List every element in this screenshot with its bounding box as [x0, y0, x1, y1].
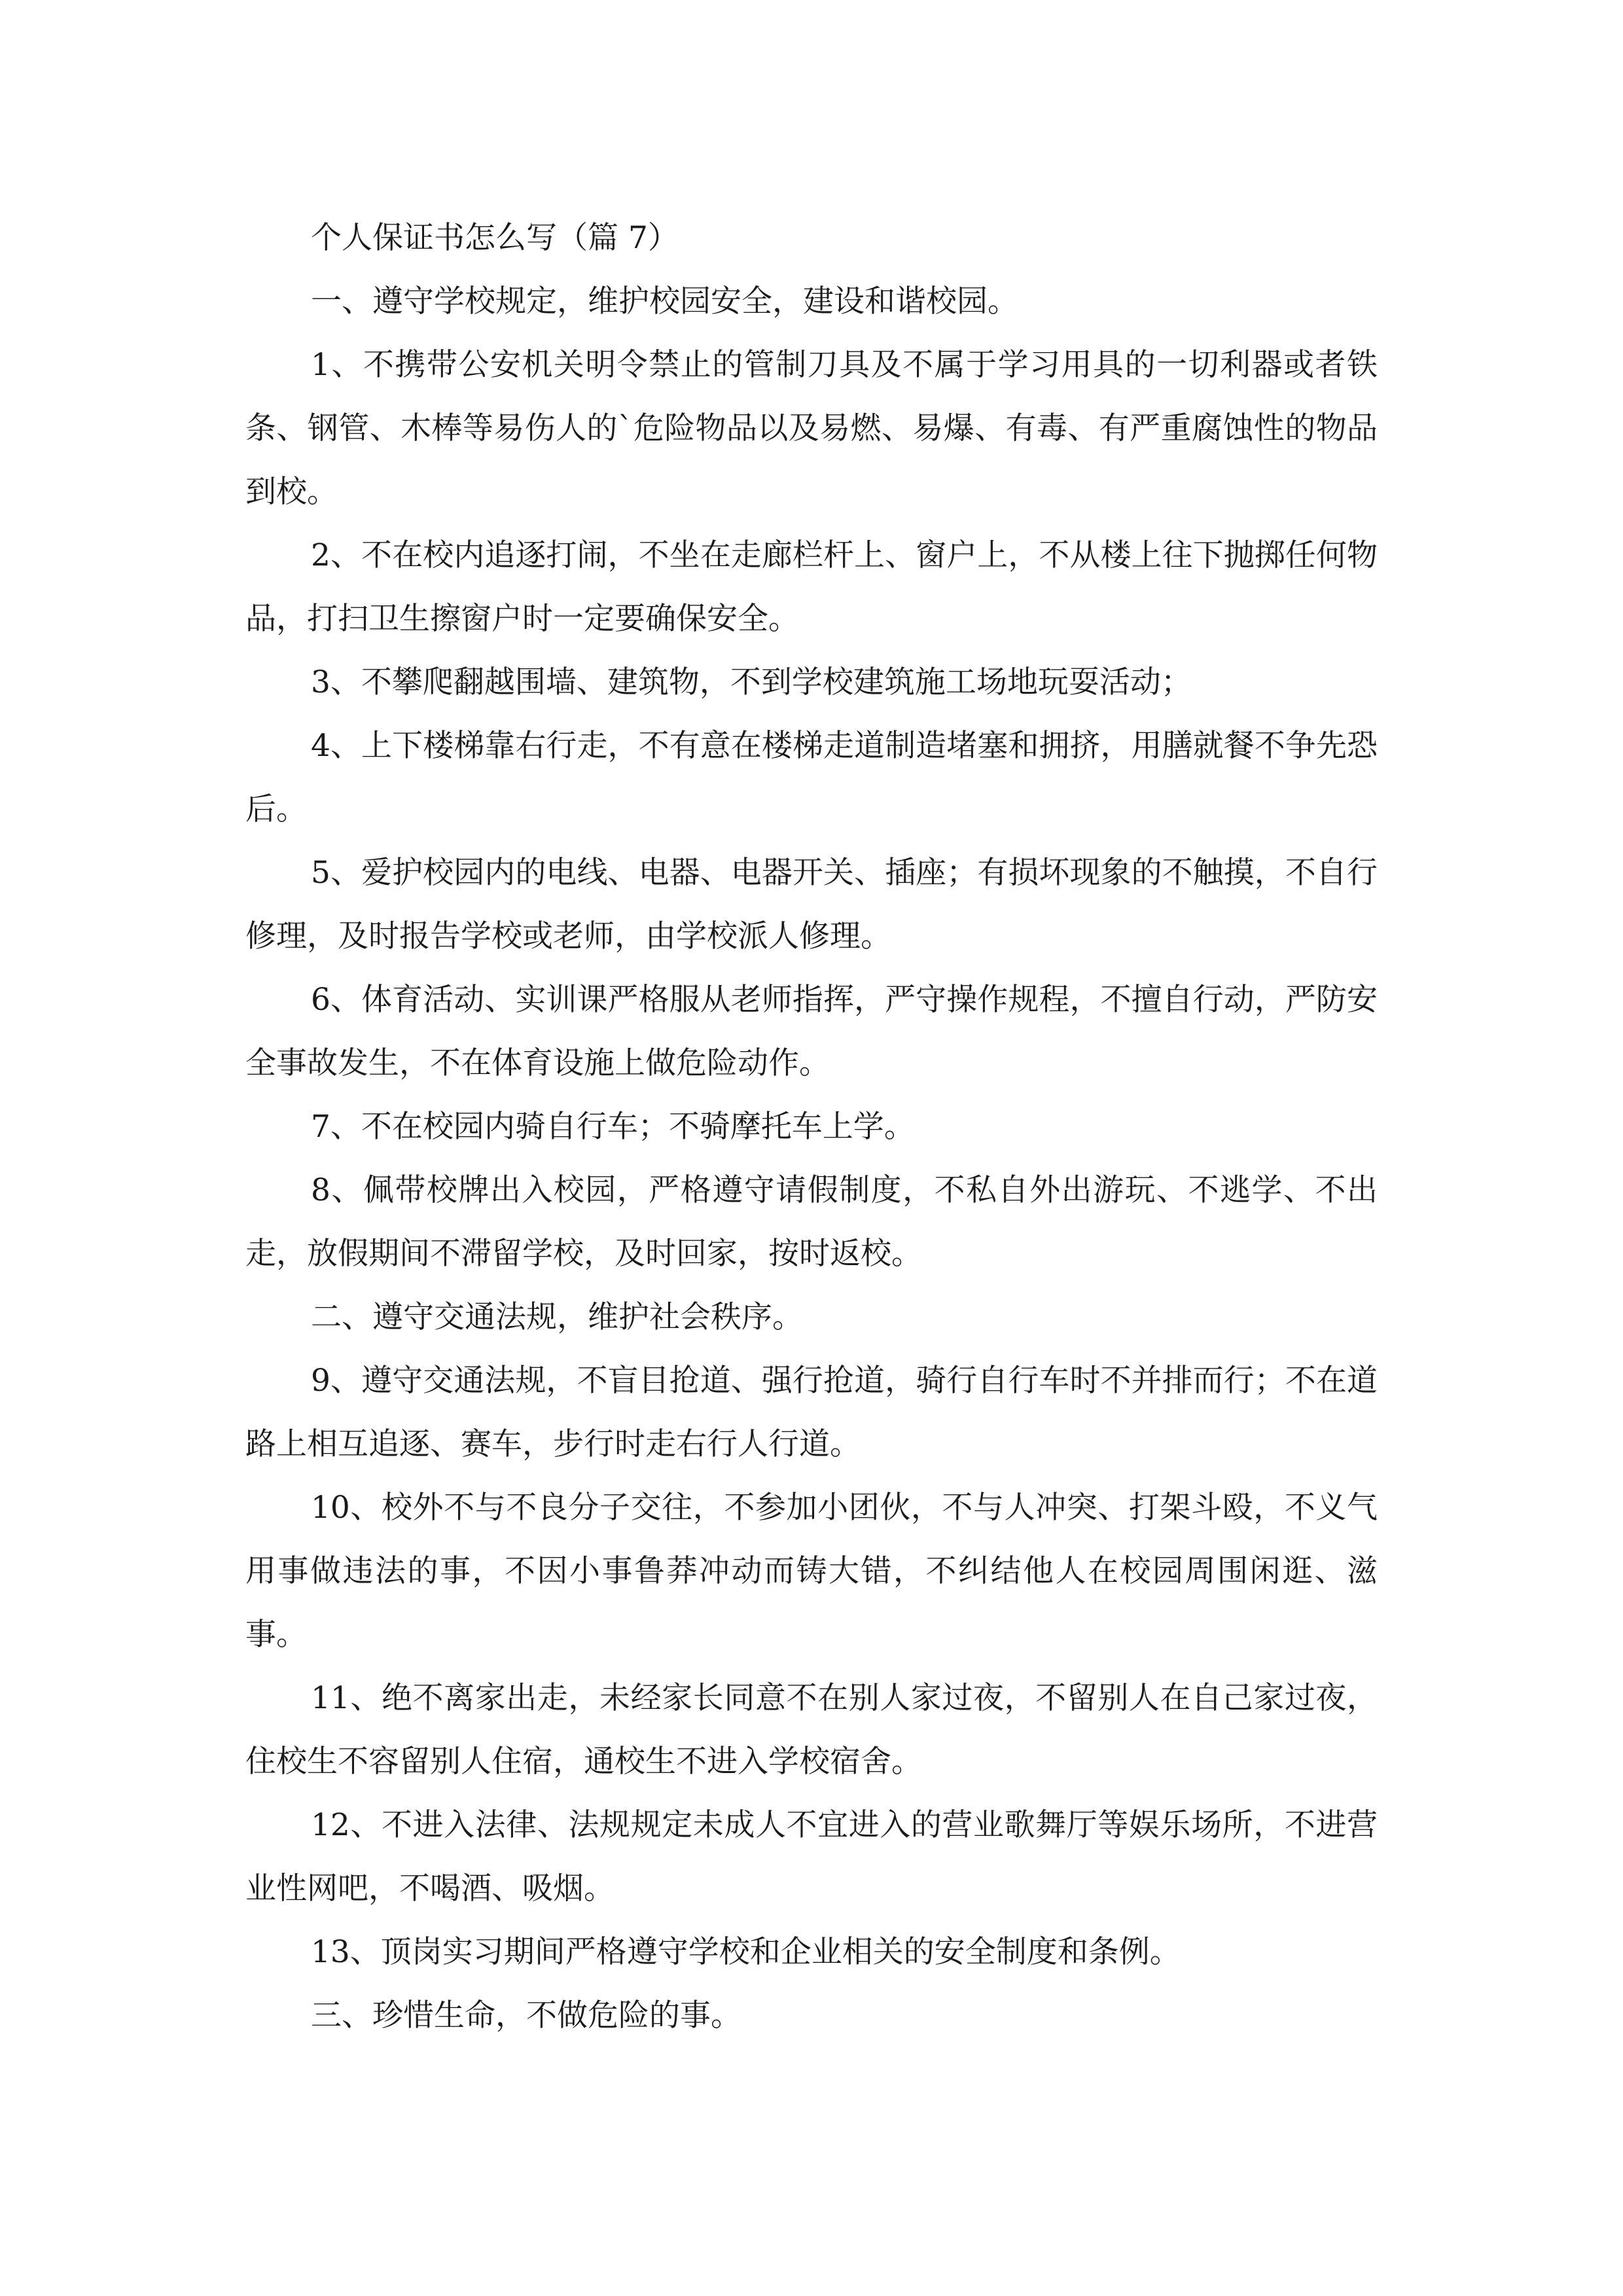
clause-13: 13、顶岗实习期间严格遵守学校和企业相关的安全制度和条例。: [311, 1934, 1181, 1970]
section-heading-3: 三、珍惜生命，不做危险的事。: [311, 1998, 741, 2034]
section-heading-1: 一、遵守学校规定，维护校园安全，建设和谐校园。: [311, 283, 1018, 319]
section-heading-2: 二、遵守交通法规，维护社会秩序。: [311, 1299, 803, 1335]
clause-4: 4、上下楼梯靠右行走，不有意在楼梯走道制造堵塞和拥挤，用膳就餐不争先恐后。: [245, 728, 1378, 827]
document-body: [245, 206, 1378, 2047]
clause-6: 6、体育活动、实训课严格服从老师指挥，严守操作规程，不擅自行动，严防安全事故发生，不在体育设施上做危险动作。: [245, 982, 1378, 1081]
clause-3: 3、不攀爬翻越围墙、建筑物，不到学校建筑施工场地玩耍活动；: [311, 664, 1192, 700]
clause-9: 9、遵守交通法规，不盲目抢道、强行抢道，骑行自行车时不并排而行；不在道路上相互追逐、赛车，步行时走右行人行道。: [245, 1363, 1378, 1462]
clause-7: 7、不在校园内骑自行车；不骑摩托车上学。: [311, 1109, 915, 1145]
clause-11: 11、绝不离家出走，未经家长同意不在别人家过夜，不留别人在自己家过夜，住校生不容留别人住宿，通校生不进入学校宿舍。: [245, 1680, 1378, 1780]
document-title: 个人保证书怎么写（篇 7）: [311, 220, 679, 256]
clause-10: 10、校外不与不良分子交往，不参加小团伙，不与人冲突、打架斗殴，不义气用事做违法的事，不因小事鲁莽冲动而铸大错，不纠结他人在校园周围闲逛、滋事。: [245, 1490, 1378, 1653]
clause-8: 8、佩带校牌出入校园，严格遵守请假制度，不私自外出游玩、不逃学、不出走，放假期间不滞留学校，及时回家，按时返校。: [245, 1172, 1378, 1272]
clause-12: 12、不进入法律、法规规定未成人不宜进入的营业歌舞厅等娱乐场所，不进营业性网吧，不喝酒、吸烟。: [245, 1807, 1378, 1907]
clause-2: 2、不在校内追逐打闹，不坐在走廊栏杆上、窗户上，不从楼上往下抛掷任何物品，打扫卫生擦窗户时一定要确保安全。: [245, 537, 1378, 637]
clause-5: 5、爱护校园内的电线、电器、电器开关、插座；有损坏现象的不触摸，不自行修理，及时报告学校或老师，由学校派人修理。: [245, 855, 1378, 954]
clause-1: 1、不携带公安机关明令禁止的管制刀具及不属于学习用具的一切利器或者铁条、钢管、木棒等易伤人的`危险物品以及易燃、易爆、有毒、有严重腐蚀性的物品到校。: [245, 347, 1378, 510]
